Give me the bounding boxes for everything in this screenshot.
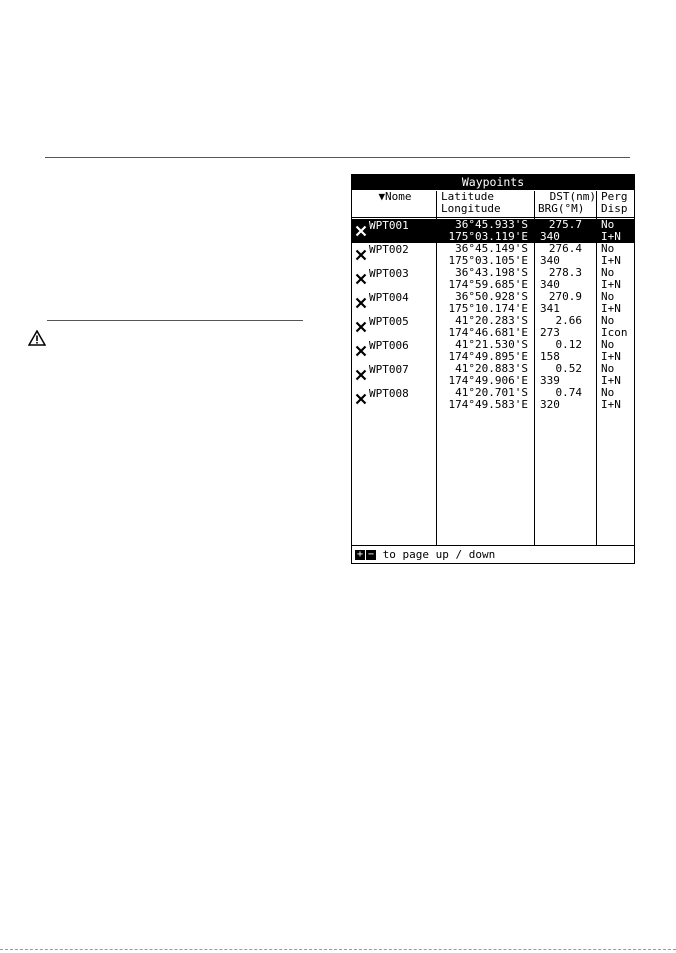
waypoint-name-cell bbox=[352, 219, 436, 243]
waypoint-name: WPT002 bbox=[369, 243, 409, 256]
warning-icon bbox=[28, 330, 46, 346]
waypoint-longitude: 174°49.906'E bbox=[448, 374, 528, 387]
waypoint-name: WPT005 bbox=[369, 315, 409, 328]
waypoint-name-cell bbox=[352, 387, 436, 411]
waypoint-name: WPT008 bbox=[369, 387, 409, 400]
column-header-latitude: Latitude bbox=[441, 190, 494, 203]
waypoint-name: WPT004 bbox=[369, 291, 409, 304]
column-header-brg-label: BRG(°M) bbox=[538, 202, 585, 215]
waypoint-row[interactable] bbox=[352, 387, 634, 411]
waypoint-distance: 0.74 bbox=[555, 386, 582, 399]
close-x-icon bbox=[355, 273, 367, 285]
close-x-icon bbox=[355, 345, 367, 357]
waypoint-row[interactable] bbox=[352, 363, 634, 387]
close-x-icon bbox=[355, 393, 367, 405]
waypoint-latitude: 36°50.928'S bbox=[455, 290, 528, 303]
waypoint-display: I+N bbox=[601, 374, 621, 387]
waypoint-bearing: 320 bbox=[540, 398, 560, 411]
waypoint-display: I+N bbox=[601, 302, 621, 315]
waypoint-position-cell bbox=[438, 339, 534, 363]
waypoint-position-cell bbox=[438, 267, 534, 291]
waypoint-bearing: 340 bbox=[540, 254, 560, 267]
waypoint-longitude: 174°59.685'E bbox=[448, 278, 528, 291]
waypoint-bearing: 158 bbox=[540, 350, 560, 363]
waypoint-latitude: 41°20.701'S bbox=[455, 386, 528, 399]
waypoint-row[interactable] bbox=[352, 291, 634, 315]
waypoint-bearing: 273 bbox=[540, 326, 560, 339]
waypoint-disp-cell bbox=[598, 219, 634, 243]
waypoint-longitude: 174°49.895'E bbox=[448, 350, 528, 363]
waypoint-position-cell bbox=[438, 243, 534, 267]
waypoint-latitude: 41°21.530'S bbox=[455, 338, 528, 351]
waypoint-dst-cell bbox=[536, 339, 596, 363]
waypoint-name: WPT003 bbox=[369, 267, 409, 280]
column-header-name-label: ▼Nome bbox=[378, 190, 412, 203]
column-header-longitude: Longitude bbox=[441, 202, 501, 215]
waypoint-display: I+N bbox=[601, 398, 621, 411]
waypoint-disp-cell bbox=[598, 315, 634, 339]
waypoint-row[interactable] bbox=[352, 243, 634, 267]
waypoint-disp-cell bbox=[598, 387, 634, 411]
waypoint-distance: 0.12 bbox=[555, 338, 582, 351]
waypoint-row[interactable] bbox=[352, 315, 634, 339]
window-title: Waypoints bbox=[352, 175, 634, 190]
close-x-icon bbox=[355, 297, 367, 309]
waypoint-name-cell bbox=[352, 339, 436, 363]
waypoint-latitude: 36°45.933'S bbox=[455, 218, 528, 231]
column-header-name[interactable] bbox=[352, 191, 438, 218]
waypoint-disp-cell bbox=[598, 243, 634, 267]
waypoint-dst-cell bbox=[536, 243, 596, 267]
waypoint-display: I+N bbox=[601, 278, 621, 291]
waypoint-name-cell bbox=[352, 267, 436, 291]
close-x-icon bbox=[355, 225, 367, 237]
waypoint-latitude: 36°43.198'S bbox=[455, 266, 528, 279]
waypoint-display: Icon bbox=[601, 326, 628, 339]
waypoint-distance: 0.52 bbox=[555, 362, 582, 375]
waypoint-display: I+N bbox=[601, 230, 621, 243]
waypoint-distance: 275.7 bbox=[548, 218, 582, 231]
column-header-disp-label: Disp bbox=[601, 202, 628, 215]
section-rule-top bbox=[45, 157, 630, 158]
waypoint-distance: 2.66 bbox=[555, 314, 582, 327]
waypoint-position-cell bbox=[438, 291, 534, 315]
waypoint-disp-cell bbox=[598, 363, 634, 387]
close-x-icon bbox=[355, 249, 367, 261]
waypoint-position-cell bbox=[438, 387, 534, 411]
waypoint-display: I+N bbox=[601, 254, 621, 267]
waypoint-dst-cell bbox=[536, 219, 596, 243]
column-header-latlon[interactable] bbox=[438, 191, 536, 218]
waypoint-name-cell bbox=[352, 363, 436, 387]
waypoint-name: WPT001 bbox=[369, 219, 409, 232]
page-edge-line bbox=[0, 949, 676, 950]
waypoint-perg: No bbox=[601, 338, 615, 351]
waypoint-row[interactable] bbox=[352, 339, 634, 363]
waypoint-perg: No bbox=[601, 386, 615, 399]
waypoint-dst-cell bbox=[536, 267, 596, 291]
waypoint-disp-cell bbox=[598, 339, 634, 363]
waypoint-name-cell bbox=[352, 243, 436, 267]
section-rule-mid bbox=[47, 320, 303, 321]
waypoint-dst-cell bbox=[536, 291, 596, 315]
waypoint-perg: No bbox=[601, 266, 615, 279]
waypoint-name: WPT007 bbox=[369, 363, 409, 376]
close-x-icon bbox=[355, 369, 367, 381]
waypoint-disp-cell bbox=[598, 267, 634, 291]
page-hint bbox=[352, 545, 634, 563]
waypoint-disp-cell bbox=[598, 291, 634, 315]
waypoint-name-cell bbox=[352, 315, 436, 339]
waypoint-bearing: 339 bbox=[540, 374, 560, 387]
waypoint-perg: No bbox=[601, 290, 615, 303]
column-header-dst-label: DST(nm) bbox=[549, 190, 596, 203]
column-header-perg: Perg bbox=[601, 190, 628, 203]
waypoint-latitude: 36°45.149'S bbox=[455, 242, 528, 255]
waypoint-distance: 278.3 bbox=[548, 266, 582, 279]
waypoint-distance: 276.4 bbox=[548, 242, 582, 255]
column-header-dst[interactable] bbox=[536, 191, 598, 218]
waypoint-latitude: 41°20.283'S bbox=[455, 314, 528, 327]
column-header-disp[interactable] bbox=[598, 191, 634, 218]
waypoint-bearing: 341 bbox=[540, 302, 560, 315]
waypoint-position-cell bbox=[438, 363, 534, 387]
waypoint-display: I+N bbox=[601, 350, 621, 363]
waypoint-longitude: 174°46.681'E bbox=[448, 326, 528, 339]
waypoint-perg: No bbox=[601, 314, 615, 327]
waypoint-latitude: 41°20.883'S bbox=[455, 362, 528, 375]
waypoint-dst-cell bbox=[536, 315, 596, 339]
waypoint-perg: No bbox=[601, 218, 615, 231]
waypoint-name: WPT006 bbox=[369, 339, 409, 352]
waypoint-row[interactable] bbox=[352, 219, 634, 243]
waypoint-dst-cell bbox=[536, 363, 596, 387]
waypoint-longitude: 175°03.119'E bbox=[448, 230, 528, 243]
waypoint-name-cell bbox=[352, 291, 436, 315]
close-x-icon bbox=[355, 321, 367, 333]
waypoint-position-cell bbox=[438, 315, 534, 339]
waypoint-row[interactable] bbox=[352, 267, 634, 291]
waypoint-perg: No bbox=[601, 362, 615, 375]
waypoint-distance: 270.9 bbox=[548, 290, 582, 303]
waypoint-longitude: 175°10.174'E bbox=[448, 302, 528, 315]
waypoint-bearing: 340 bbox=[540, 278, 560, 291]
waypoints-screen bbox=[351, 174, 635, 564]
waypoint-perg: No bbox=[601, 242, 615, 255]
waypoint-longitude: 174°49.583'E bbox=[448, 398, 528, 411]
waypoint-longitude: 175°03.105'E bbox=[448, 254, 528, 267]
minus-key-icon: − bbox=[367, 549, 375, 560]
plus-key-icon: + bbox=[356, 549, 364, 560]
waypoint-bearing: 340 bbox=[540, 230, 560, 243]
waypoint-position-cell bbox=[438, 219, 534, 243]
waypoint-dst-cell bbox=[536, 387, 596, 411]
page-hint-text: to page up / down bbox=[376, 548, 496, 561]
